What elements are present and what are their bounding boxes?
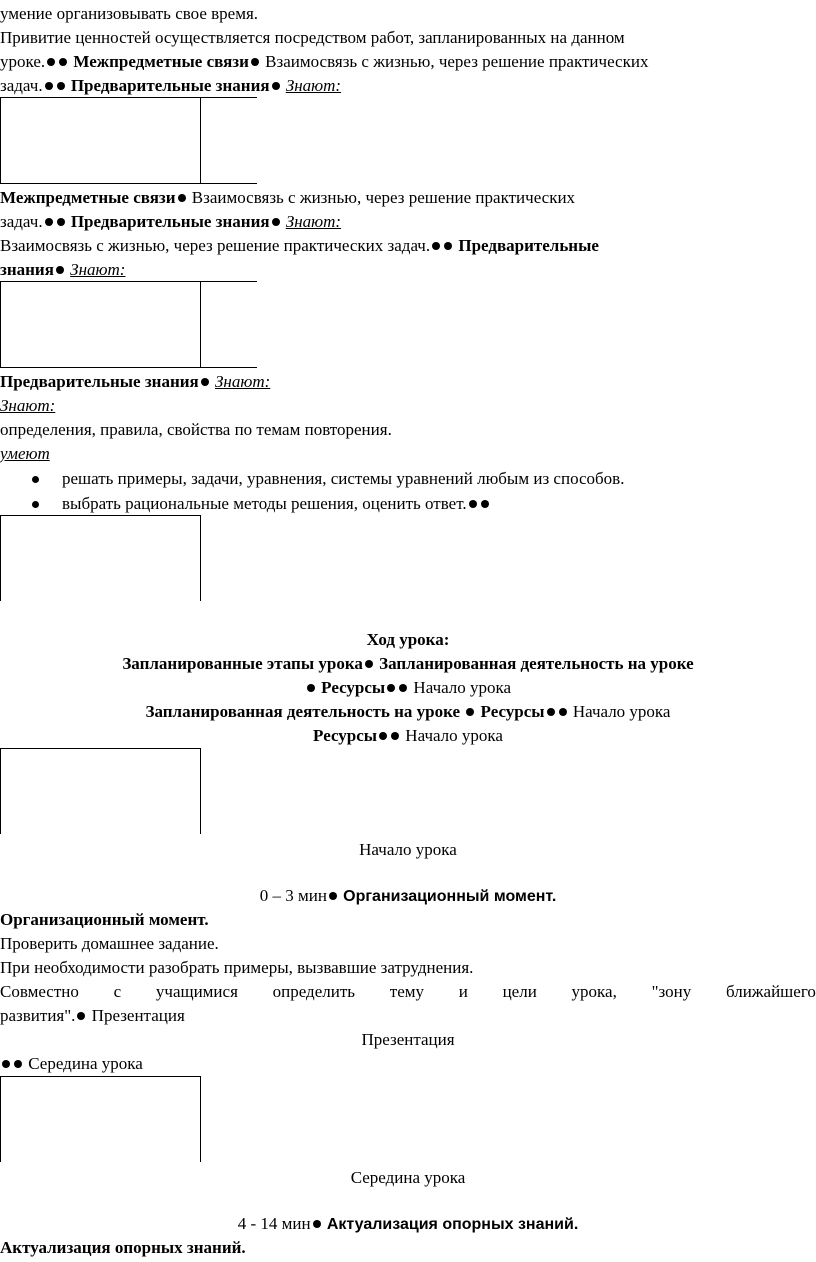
table-border (0, 281, 257, 282)
text-line (0, 956, 473, 980)
text: задач. (0, 76, 43, 95)
text-line (0, 2, 258, 26)
text-line (0, 74, 341, 98)
resources-label: Ресурсы (313, 726, 378, 745)
planned-stages-label: Запланированные этапы урока (122, 654, 363, 673)
bullet-icon (32, 476, 39, 483)
table-cell (0, 281, 2, 367)
bullet-icon (272, 82, 280, 90)
bullet-icon (365, 660, 373, 668)
text-line (0, 1004, 185, 1028)
know-label: Знают: (214, 372, 271, 391)
table-cell (0, 515, 2, 601)
text-line (0, 908, 209, 932)
table-cell (200, 1076, 202, 1162)
text: Проверить домашнее задание. (0, 934, 219, 953)
bullet-icon (272, 218, 280, 226)
text-line (0, 234, 599, 258)
bullet-icon (547, 708, 555, 716)
word: тему (389, 982, 424, 1001)
bullet-icon (2, 1060, 10, 1068)
text-line (0, 186, 575, 210)
table-border (0, 183, 257, 184)
text-line (0, 394, 55, 418)
word: "зону (651, 982, 692, 1001)
planned-activity-label: Запланированная деятельность на уроке (379, 654, 694, 673)
text: уроке. (0, 52, 46, 71)
stage-title: Актуализация опорных знаний. (326, 1216, 579, 1233)
text: Презентация (361, 1030, 455, 1049)
text-line (0, 652, 816, 676)
prior-knowledge-label: знания (0, 260, 54, 279)
table-cell (200, 515, 202, 601)
lesson-course-heading: Ход урока: (366, 630, 450, 649)
prior-knowledge-label: Предварительные знания (0, 372, 199, 391)
table-border (0, 367, 257, 368)
table-cell (200, 748, 202, 834)
text: Начало урока (359, 840, 457, 859)
bullet-icon (444, 242, 452, 250)
time-label: 4 - 14 мин (237, 1214, 311, 1233)
text: Взаимосвязь с жизнью, через решение практических задач. (0, 236, 431, 255)
bullet-icon (45, 218, 53, 226)
text-line (0, 980, 816, 1004)
bullet-icon (251, 58, 259, 66)
bullet-icon (57, 82, 65, 90)
bullet-icon (47, 58, 55, 66)
bullet-icon (387, 684, 395, 692)
prior-knowledge-label: Предварительные знания (70, 212, 270, 231)
bullet-icon (307, 684, 315, 692)
bullet-icon (329, 892, 337, 900)
word: урока, (571, 982, 617, 1001)
text: развития". (0, 1006, 76, 1025)
bullet-icon (391, 732, 399, 740)
text: решать примеры, задачи, уравнения, системы уравнений любым из способов. (62, 469, 625, 488)
prior-knowledge-label: Предварительные (458, 236, 599, 255)
table-cell (200, 281, 202, 367)
text-line (0, 50, 648, 74)
text-line (0, 932, 219, 956)
word: Совместно (0, 982, 79, 1001)
text: Середина урока (350, 1168, 466, 1187)
bullet-icon (469, 500, 477, 508)
bullet-icon (45, 82, 53, 90)
bullet-icon (481, 500, 489, 508)
bullet-group (467, 494, 479, 513)
text-line (0, 418, 392, 442)
bullet-icon (313, 1220, 321, 1228)
text: Презентация (91, 1006, 185, 1025)
word: ближайшего (725, 982, 816, 1001)
text: выбрать рациональные методы решения, оценить ответ. (62, 494, 467, 513)
list-item (62, 467, 624, 491)
stage-title: Организационный момент. (0, 910, 209, 929)
section-heading (0, 628, 816, 652)
list-item (62, 492, 491, 516)
text-line (0, 1236, 246, 1260)
table-border (0, 748, 200, 749)
text-line (0, 210, 341, 234)
bullet-icon (32, 501, 39, 508)
text-line (0, 676, 816, 700)
planned-activity-label: Запланированная деятельность на уроке (145, 702, 461, 721)
word: и (458, 982, 468, 1001)
subject-links-label: Межпредметные связи (0, 188, 176, 207)
table-cell (0, 1076, 2, 1162)
text: Взаимосвязь с жизнью, через решение практических (187, 188, 576, 207)
bullet-icon (14, 1060, 22, 1068)
table-cell (0, 97, 2, 183)
time-label: 0 – 3 мин (259, 886, 327, 905)
text: задач. (0, 212, 43, 231)
bullet-icon (559, 708, 567, 716)
table-border (0, 515, 200, 516)
know-label: Знают: (285, 76, 342, 95)
know-label: Знают: (285, 212, 342, 231)
text-line (0, 1052, 143, 1076)
resources-label: Ресурсы (321, 678, 386, 697)
list-item (30, 467, 41, 491)
table-cell (0, 748, 2, 834)
know-label: Знают: (0, 396, 56, 415)
stage-title: Актуализация опорных знаний. (0, 1238, 246, 1257)
bullet-icon (77, 1012, 85, 1020)
bullet-icon (178, 194, 186, 202)
bullet-icon (201, 378, 209, 386)
text: Начало урока (405, 726, 503, 745)
can-label: умеют (0, 444, 50, 463)
bullet-icon (57, 218, 65, 226)
text: умение организовывать свое время. (0, 4, 259, 23)
table-border (0, 1076, 200, 1077)
resources-label: Ресурсы (480, 702, 545, 721)
text-line (0, 724, 816, 748)
text-line (0, 838, 816, 862)
word: определить (272, 982, 356, 1001)
text-line (0, 1212, 816, 1237)
text-line (0, 442, 50, 466)
subject-links-label: Межпредметные связи (73, 52, 249, 71)
text: Привитие ценностей осуществляется посредством работ, запланированных на данном (0, 28, 625, 47)
bullet-icon (399, 684, 407, 692)
text-line (0, 700, 816, 724)
word: с (113, 982, 122, 1001)
text-line (0, 370, 270, 394)
bullet-icon (432, 242, 440, 250)
word: учащимися (155, 982, 238, 1001)
word: цели (502, 982, 537, 1001)
text-line (0, 1028, 816, 1052)
text: Начало урока (413, 678, 512, 697)
know-label: Знают: (70, 260, 126, 279)
text-line (0, 884, 816, 909)
text: Начало урока (572, 702, 671, 721)
text: определения, правила, свойства по темам повторения. (0, 420, 392, 439)
text: При необходимости разобрать примеры, вызвавшие затруднения. (0, 958, 474, 977)
bullet-icon (59, 58, 67, 66)
text: Взаимосвязь с жизнью, через решение практических (260, 52, 649, 71)
list-item (30, 492, 41, 516)
stage-title: Организационный момент. (343, 888, 557, 905)
text-line (0, 26, 625, 50)
bullet-icon (56, 266, 64, 274)
table-border (0, 97, 257, 98)
bullet-icon (379, 732, 387, 740)
text: Середина урока (28, 1054, 143, 1073)
text-line (0, 1166, 816, 1190)
prior-knowledge-label: Предварительные знания (70, 76, 270, 95)
table-cell (200, 97, 202, 183)
text-line (0, 258, 125, 282)
bullet-icon (466, 708, 474, 716)
